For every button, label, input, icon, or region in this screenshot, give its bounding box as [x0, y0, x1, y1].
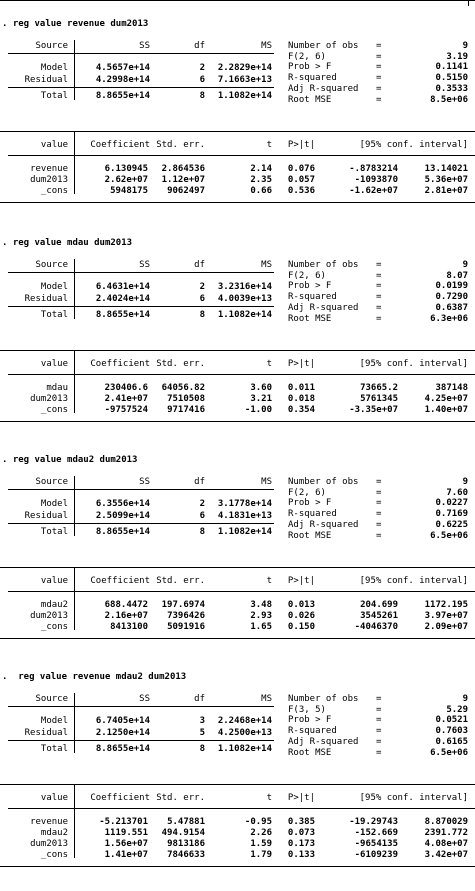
- coef-var-label: dum2013: [30, 839, 68, 849]
- t-value: 3.48: [250, 600, 272, 610]
- std-err-value: 5.47881: [167, 817, 205, 827]
- ci-low-value: -1.62e+07: [349, 186, 398, 196]
- stat-equals: =: [376, 41, 382, 51]
- anova-source-label: Total: [40, 91, 68, 101]
- p-value: 0.150: [287, 622, 315, 632]
- coef-var-label: mdau: [46, 383, 68, 393]
- stat-value: 7.60: [446, 487, 468, 498]
- stat-label: R-squared: [288, 292, 337, 303]
- anova-ms-value: 4.0039e+13: [217, 294, 272, 304]
- ci-high-value: 387148: [435, 383, 468, 393]
- t-value: 1.59: [250, 839, 272, 849]
- anova-df-value: 8: [199, 527, 205, 537]
- coef-value: -5.213701: [99, 817, 148, 827]
- coef-bottom-rule: [0, 866, 475, 867]
- stat-value: 9: [462, 477, 468, 487]
- coef-value: 8413100: [110, 622, 148, 632]
- stat-equals: =: [376, 694, 382, 704]
- stat-value: 9: [462, 694, 468, 704]
- anova-ss-value: 8.8655e+14: [95, 744, 150, 754]
- anova-separator: [74, 693, 75, 753]
- stat-value: 6.5e+06: [430, 747, 468, 758]
- coef-header-coefficient: Coefficient: [90, 576, 150, 586]
- std-err-value: 494.9154: [161, 828, 205, 838]
- coef-header-t: t: [266, 576, 272, 586]
- coef-header-coefficient: Coefficient: [90, 793, 150, 803]
- anova-header-ms: MS: [261, 41, 272, 51]
- coef-value: 2.41e+07: [104, 394, 148, 404]
- anova-total-rule: [8, 740, 274, 741]
- coef-var-label: revenue: [30, 817, 68, 827]
- anova-df-value: 6: [199, 75, 205, 85]
- anova-header-rule: [8, 706, 274, 707]
- ci-low-value: -1093870: [354, 175, 398, 185]
- stat-label: Adj R-squared: [288, 302, 359, 313]
- stat-equals: =: [376, 715, 382, 726]
- stat-equals: =: [376, 736, 382, 747]
- anova-total-rule: [8, 523, 274, 524]
- anova-header-source: Source: [35, 477, 68, 487]
- ci-low-value: 73665.2: [360, 383, 398, 393]
- anova-header-ms: MS: [261, 694, 272, 704]
- anova-header-ss: SS: [139, 694, 150, 704]
- t-value: 1.65: [250, 622, 272, 632]
- coef-header-se: Std. err.: [156, 140, 205, 150]
- coef-header-rule: [8, 591, 475, 592]
- stat-value: 9: [462, 41, 468, 51]
- anova-source-label: Total: [40, 527, 68, 537]
- p-value: 0.133: [287, 850, 315, 860]
- stat-label: Root MSE: [288, 747, 332, 758]
- stat-value: 0.0227: [435, 498, 468, 509]
- stat-value: 0.6165: [435, 736, 468, 747]
- stat-value: 0.7290: [435, 292, 468, 303]
- stat-label: Number of obs: [288, 694, 359, 704]
- coef-header-rule: [8, 155, 475, 156]
- stat-label: Root MSE: [288, 530, 332, 541]
- stat-value: 0.7603: [435, 726, 468, 737]
- coef-header-se: Std. err.: [156, 359, 205, 369]
- anova-header-source: Source: [35, 694, 68, 704]
- stat-equals: =: [376, 83, 382, 94]
- stat-value: 0.0199: [435, 281, 468, 292]
- anova-ss-value: 8.8655e+14: [95, 527, 150, 537]
- coef-bottom-rule: [0, 638, 475, 639]
- ci-high-value: 1.40e+07: [424, 405, 468, 415]
- anova-ss-value: 6.7405e+14: [95, 716, 150, 726]
- std-err-value: 9813186: [167, 839, 205, 849]
- stat-equals: =: [376, 477, 382, 487]
- t-value: 1.79: [250, 850, 272, 860]
- stat-label: Root MSE: [288, 94, 332, 105]
- anova-source-label: Total: [40, 744, 68, 754]
- stat-equals: =: [376, 270, 382, 281]
- stat-value: 0.6387: [435, 302, 468, 313]
- p-value: 0.018: [287, 394, 315, 404]
- anova-separator: [74, 476, 75, 536]
- anova-ms-value: 4.1831e+13: [217, 511, 272, 521]
- coef-header-ci: [95% conf. interval]: [359, 140, 468, 150]
- stat-equals: =: [376, 487, 382, 498]
- anova-df-value: 2: [199, 282, 205, 292]
- stat-value: 0.1141: [435, 62, 468, 73]
- anova-df-value: 8: [199, 310, 205, 320]
- anova-df-value: 6: [199, 294, 205, 304]
- coef-var-label: mdau2: [40, 828, 68, 838]
- anova-ms-value: 3.1778e+14: [217, 499, 272, 509]
- stat-label: Number of obs: [288, 260, 359, 270]
- t-value: -0.95: [244, 817, 272, 827]
- stat-value: 0.7169: [435, 509, 468, 520]
- stat-label: Number of obs: [288, 41, 359, 51]
- anova-df-value: 6: [199, 511, 205, 521]
- stat-equals: =: [376, 94, 382, 105]
- anova-source-label: Total: [40, 310, 68, 320]
- anova-source-label: Model: [40, 63, 68, 73]
- std-err-value: 5091916: [167, 622, 205, 632]
- ci-high-value: 2.09e+07: [424, 622, 468, 632]
- ci-high-value: 4.25e+07: [424, 394, 468, 404]
- t-value: 2.26: [250, 828, 272, 838]
- anova-source-label: Residual: [24, 75, 68, 85]
- stat-label: F(2, 6): [288, 487, 326, 498]
- ci-high-value: 3.42e+07: [424, 850, 468, 860]
- t-value: 2.93: [250, 611, 272, 621]
- coef-value: 1.41e+07: [104, 850, 148, 860]
- std-err-value: 7510508: [167, 394, 205, 404]
- anova-header-ms: MS: [261, 260, 272, 270]
- anova-ss-value: 8.8655e+14: [95, 310, 150, 320]
- stat-value: 0.6225: [435, 519, 468, 530]
- stat-value: 3.19: [446, 51, 468, 62]
- coef-value: -9757524: [104, 405, 148, 415]
- coef-value: 5948175: [110, 186, 148, 196]
- coef-separator: [74, 567, 75, 630]
- anova-source-label: Residual: [24, 511, 68, 521]
- coef-header-p: P>|t|: [287, 793, 315, 803]
- anova-ms-value: 1.1082e+14: [217, 744, 272, 754]
- coef-value: 230406.6: [104, 383, 148, 393]
- command-line: . reg value revenue dum2013: [2, 19, 149, 29]
- anova-ms-value: 4.2500e+13: [217, 728, 272, 738]
- stat-value: 0.0521: [435, 715, 468, 726]
- stat-equals: =: [376, 498, 382, 509]
- ci-high-value: 8.870029: [424, 817, 468, 827]
- command-line: . reg value mdau2 dum2013: [2, 455, 138, 465]
- anova-source-label: Residual: [24, 294, 68, 304]
- coef-value: 688.4472: [104, 600, 148, 610]
- anova-source-label: Model: [40, 499, 68, 509]
- t-value: -1.00: [244, 405, 272, 415]
- coef-var-label: _cons: [40, 622, 68, 632]
- coef-value: 2.62e+07: [104, 175, 148, 185]
- coef-header-se: Std. err.: [156, 793, 205, 803]
- std-err-value: 2.864536: [161, 164, 205, 174]
- stat-label: Prob > F: [288, 281, 332, 292]
- ci-low-value: 5761345: [360, 394, 398, 404]
- ci-high-value: 1172.195: [424, 600, 468, 610]
- anova-header-df: df: [194, 477, 205, 487]
- p-value: 0.076: [287, 164, 315, 174]
- std-err-value: 7846633: [167, 850, 205, 860]
- coef-top-rule: [0, 784, 475, 785]
- stat-equals: =: [376, 260, 382, 270]
- stat-value: 0.3533: [435, 83, 468, 94]
- anova-ms-value: 1.1082e+14: [217, 527, 272, 537]
- stat-label: R-squared: [288, 73, 337, 84]
- stat-label: Adj R-squared: [288, 736, 359, 747]
- coef-var-label: _cons: [40, 405, 68, 415]
- coef-header-p: P>|t|: [287, 576, 315, 586]
- stat-equals: =: [376, 726, 382, 737]
- anova-header-rule: [8, 272, 274, 273]
- coef-header-var: value: [40, 793, 68, 803]
- coef-top-rule: [0, 350, 475, 351]
- anova-ss-value: 2.5099e+14: [95, 511, 150, 521]
- ci-low-value: -.8783214: [349, 164, 398, 174]
- ci-high-value: 3.97e+07: [424, 611, 468, 621]
- t-value: 3.60: [250, 383, 272, 393]
- ci-low-value: -4046370: [354, 622, 398, 632]
- ci-low-value: -19.29743: [349, 817, 398, 827]
- stat-equals: =: [376, 281, 382, 292]
- stat-value: 9: [462, 260, 468, 270]
- anova-ms-value: 1.1082e+14: [217, 91, 272, 101]
- coef-header-ci: [95% conf. interval]: [359, 359, 468, 369]
- anova-df-value: 8: [199, 91, 205, 101]
- stat-value: 8.5e+06: [430, 94, 468, 105]
- coef-separator: [74, 131, 75, 194]
- coef-value: 6.130945: [104, 164, 148, 174]
- stat-equals: =: [376, 704, 382, 715]
- command-line: . reg value revenue mdau2 dum2013: [2, 672, 187, 682]
- coef-separator: [74, 350, 75, 413]
- anova-header-ms: MS: [261, 477, 272, 487]
- p-value: 0.073: [287, 828, 315, 838]
- stat-equals: =: [376, 51, 382, 62]
- ci-low-value: -3.35e+07: [349, 405, 398, 415]
- stat-label: F(2, 6): [288, 270, 326, 281]
- coef-value: 2.16e+07: [104, 611, 148, 621]
- coef-header-ci: [95% conf. interval]: [359, 576, 468, 586]
- ci-low-value: 3545261: [360, 611, 398, 621]
- anova-ms-value: 3.2316e+14: [217, 282, 272, 292]
- anova-ss-value: 2.4024e+14: [95, 294, 150, 304]
- stat-equals: =: [376, 509, 382, 520]
- coef-var-label: dum2013: [30, 611, 68, 621]
- coef-header-t: t: [266, 793, 272, 803]
- anova-header-source: Source: [35, 260, 68, 270]
- stat-equals: =: [376, 519, 382, 530]
- stat-value: 6.5e+06: [430, 530, 468, 541]
- std-err-value: 9062497: [167, 186, 205, 196]
- coef-var-label: dum2013: [30, 175, 68, 185]
- coef-value: 1.56e+07: [104, 839, 148, 849]
- coef-header-t: t: [266, 140, 272, 150]
- anova-ms-value: 7.1663e+13: [217, 75, 272, 85]
- p-value: 0.057: [287, 175, 315, 185]
- coef-var-label: revenue: [30, 164, 68, 174]
- std-err-value: 9717416: [167, 405, 205, 415]
- p-value: 0.173: [287, 839, 315, 849]
- coef-top-rule: [0, 567, 475, 568]
- stat-label: R-squared: [288, 726, 337, 737]
- stat-value: 6.3e+06: [430, 313, 468, 324]
- anova-ss-value: 4.5657e+14: [95, 63, 150, 73]
- anova-header-df: df: [194, 694, 205, 704]
- anova-source-label: Model: [40, 716, 68, 726]
- stat-label: Prob > F: [288, 715, 332, 726]
- std-err-value: 7396426: [167, 611, 205, 621]
- ci-low-value: 204.699: [360, 600, 398, 610]
- anova-ss-value: 8.8655e+14: [95, 91, 150, 101]
- coef-header-rule: [8, 808, 475, 809]
- coef-header-se: Std. err.: [156, 576, 205, 586]
- anova-ss-value: 6.4631e+14: [95, 282, 150, 292]
- ci-low-value: -6109239: [354, 850, 398, 860]
- std-err-value: 64056.82: [161, 383, 205, 393]
- stat-equals: =: [376, 292, 382, 303]
- anova-ss-value: 2.1250e+14: [95, 728, 150, 738]
- stat-equals: =: [376, 747, 382, 758]
- stat-equals: =: [376, 62, 382, 73]
- t-value: 0.66: [250, 186, 272, 196]
- coef-header-t: t: [266, 359, 272, 369]
- t-value: 2.35: [250, 175, 272, 185]
- anova-ss-value: 6.3556e+14: [95, 499, 150, 509]
- coef-value: 1119.551: [104, 828, 148, 838]
- std-err-value: 197.6974: [161, 600, 205, 610]
- ci-high-value: 2.81e+07: [424, 186, 468, 196]
- anova-header-ss: SS: [139, 41, 150, 51]
- anova-ms-value: 2.2468e+14: [217, 716, 272, 726]
- p-value: 0.011: [287, 383, 315, 393]
- coef-var-label: _cons: [40, 850, 68, 860]
- stat-equals: =: [376, 313, 382, 324]
- stat-value: 5.29: [446, 704, 468, 715]
- t-value: 2.14: [250, 164, 272, 174]
- stat-equals: =: [376, 302, 382, 313]
- stat-label: Number of obs: [288, 477, 359, 487]
- anova-source-label: Model: [40, 282, 68, 292]
- anova-header-ss: SS: [139, 260, 150, 270]
- stat-label: Adj R-squared: [288, 519, 359, 530]
- std-err-value: 1.12e+07: [161, 175, 205, 185]
- anova-df-value: 2: [199, 499, 205, 509]
- p-value: 0.026: [287, 611, 315, 621]
- coef-header-ci: [95% conf. interval]: [359, 793, 468, 803]
- ci-high-value: 4.08e+07: [424, 839, 468, 849]
- anova-ss-value: 4.2998e+14: [95, 75, 150, 85]
- stat-label: Prob > F: [288, 498, 332, 509]
- anova-df-value: 5: [199, 728, 205, 738]
- stat-value: 8.07: [446, 270, 468, 281]
- coef-var-label: dum2013: [30, 394, 68, 404]
- anova-header-ss: SS: [139, 477, 150, 487]
- stat-label: F(2, 6): [288, 51, 326, 62]
- top-border-tick: [468, 0, 469, 6]
- p-value: 0.013: [287, 600, 315, 610]
- anova-df-value: 2: [199, 63, 205, 73]
- anova-total-rule: [8, 306, 274, 307]
- stat-equals: =: [376, 530, 382, 541]
- anova-source-label: Residual: [24, 728, 68, 738]
- stat-value: 0.5150: [435, 73, 468, 84]
- anova-header-source: Source: [35, 41, 68, 51]
- coef-header-p: P>|t|: [287, 359, 315, 369]
- coef-header-var: value: [40, 359, 68, 369]
- stat-label: Prob > F: [288, 62, 332, 73]
- anova-header-rule: [8, 489, 274, 490]
- coef-bottom-rule: [0, 202, 475, 203]
- ci-high-value: 5.36e+07: [424, 175, 468, 185]
- coef-top-rule: [0, 131, 475, 132]
- p-value: 0.536: [287, 186, 315, 196]
- ci-high-value: 13.14021: [424, 164, 468, 174]
- anova-separator: [74, 259, 75, 319]
- stat-label: R-squared: [288, 509, 337, 520]
- anova-ms-value: 2.2829e+14: [217, 63, 272, 73]
- coef-var-label: mdau2: [40, 600, 68, 610]
- coef-header-coefficient: Coefficient: [90, 140, 150, 150]
- coef-var-label: _cons: [40, 186, 68, 196]
- coef-separator: [74, 784, 75, 858]
- coef-header-coefficient: Coefficient: [90, 359, 150, 369]
- anova-df-value: 8: [199, 744, 205, 754]
- command-line: . reg value mdau dum2013: [2, 238, 133, 248]
- anova-separator: [74, 40, 75, 100]
- anova-total-rule: [8, 87, 274, 88]
- coef-header-var: value: [40, 576, 68, 586]
- ci-low-value: -9654135: [354, 839, 398, 849]
- anova-header-df: df: [194, 41, 205, 51]
- ci-low-value: -152.669: [354, 828, 398, 838]
- coef-header-rule: [8, 374, 475, 375]
- t-value: 3.21: [250, 394, 272, 404]
- p-value: 0.354: [287, 405, 315, 415]
- anova-ms-value: 1.1082e+14: [217, 310, 272, 320]
- top-border: [0, 0, 475, 1]
- coef-bottom-rule: [0, 421, 475, 422]
- ci-high-value: 2391.772: [424, 828, 468, 838]
- anova-df-value: 3: [199, 716, 205, 726]
- anova-header-df: df: [194, 260, 205, 270]
- stat-label: F(3, 5): [288, 704, 326, 715]
- stat-equals: =: [376, 73, 382, 84]
- coef-header-var: value: [40, 140, 68, 150]
- p-value: 0.385: [287, 817, 315, 827]
- anova-header-rule: [8, 53, 274, 54]
- stat-label: Root MSE: [288, 313, 332, 324]
- stat-label: Adj R-squared: [288, 83, 359, 94]
- coef-header-p: P>|t|: [287, 140, 315, 150]
